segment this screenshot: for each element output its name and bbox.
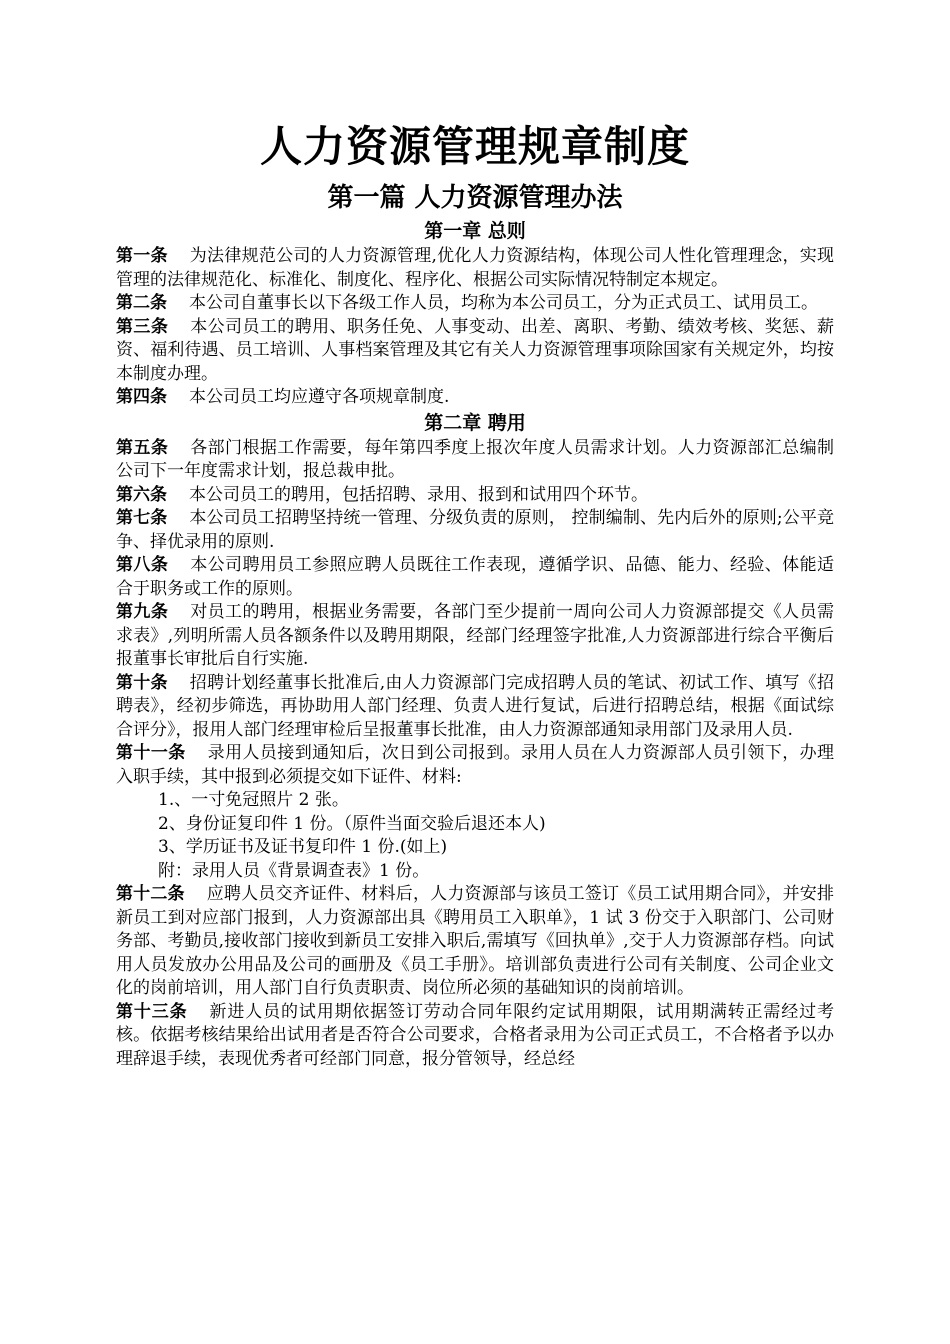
article-text: 新进人员的试用期依据签订劳动合同年限约定试用期限，试用期满转正需经过考核。依据考核结果给出试用者是否符合公司要求，合格者录用为公司正式员工，不合格者予以办理辞退手续，表现优秀者可经部门同意，报分管领导，经总经 (116, 1001, 835, 1069)
article-text: 本公司员工的聘用、职务任免、人事变动、出差、离职、考勤、绩效考核、奖惩、薪资、福利待遇、员工培训、人事档案管理及其它有关人力资源管理事项除国家有关规定外，均按本制度办理。 (116, 316, 835, 384)
article-label: 第三条 (116, 316, 169, 337)
article (116, 437, 834, 484)
part-title: 第一篇 人力资源管理办法 (327, 183, 623, 213)
article-label: 第五条 (116, 437, 169, 458)
article-text: 本公司员工的聘用，包括招聘、录用、报到和试用四个环节。 (189, 484, 648, 505)
article (116, 554, 834, 601)
article (116, 292, 834, 316)
article-text: 本公司聘用员工参照应聘人员既往工作表现，遵循学识、品德、能力、经验、体能适合于职务或工作的原则。 (116, 555, 835, 599)
article-text: 各部门根据工作需要，每年第四季度上报次年度人员需求计划。人力资源部汇总编制公司下一年度需求计划，报总裁申批。 (116, 437, 835, 481)
article-text: 对员工的聘用，根据业务需要，各部门至少提前一周向公司人力资源部提交《人员需求表》,列明所需人员各额条件以及聘用期限，经部门经理签字批准,人力资源部进行综合平衡后报董事长审批后自行实施. (116, 602, 835, 669)
list-item: 1.、一寸免冠照片 2 张。 (158, 790, 349, 810)
article-label: 第八条 (116, 555, 169, 575)
article-text: 录用人员接到通知后，次日到公司报到。录用人员在人力资源部人员引领下，办理入职手续，其中报到必须提交如下证件、材料: (116, 743, 835, 787)
article (116, 245, 834, 292)
article (116, 672, 834, 743)
article (116, 742, 834, 789)
article-label: 第七条 (116, 508, 168, 528)
article (116, 507, 834, 554)
article (116, 316, 834, 387)
list-item: 2、身份证复印件 1 份。（原件当面交验后退还本人) (158, 813, 546, 834)
article (116, 386, 834, 410)
article-text: 招聘计划经董事长批准后,由人力资源部门完成招聘人员的笔试、初试工作、填写《招聘表》，经初步筛选，再协助用人部门经理、负责人进行复试，后进行招聘总结，根据《面试综合评分》，报用人部门经理审检后呈报董事长批准，由人力资源部通知录用部门及录用人员. (116, 672, 834, 740)
list-item: 3、学历证书及证书复印件 1 份.(如上) (158, 837, 448, 857)
article (116, 1001, 834, 1072)
article-text: 本公司自董事长以下各级工作人员，均称为本公司员工，分为正式员工、试用员工。 (189, 293, 818, 313)
article-label: 第六条 (116, 484, 167, 505)
document-title: 人力资源管理规章制度 (259, 122, 690, 171)
article-label: 第十一条 (116, 743, 186, 763)
chapter-title: 第一章 总则 (424, 220, 526, 242)
article-label: 第九条 (116, 602, 169, 622)
article-label: 第二条 (116, 293, 167, 313)
article (116, 601, 834, 672)
list-item: 附：录用人员《背景调查表》1 份。 (158, 860, 430, 881)
article-label: 第四条 (116, 387, 167, 407)
article-text: 应聘人员交齐证件、材料后，人力资源部与该员工签订《员工试用期合同》，并安排新员工到对应部门报到，人力资源部出具《聘用员工入职单》，1 试 3 份交于入职部门、公司财务部、考勤员,接收部门接收到新员工安排入职后,需填写《回执单》,交于人力资源部存档。向试用人员发放办公用品及公司的画册及《员工手册》。培训部负责进行公司有关制度、公司企业文化的岗前培训，用人部门自行负责职责、岗位所必须的基础知识的岗前培训。 (116, 884, 834, 998)
document-page (116, 118, 834, 1071)
article (116, 484, 834, 508)
chapter-title: 第二章 聘用 (424, 411, 526, 434)
article-label: 第十二条 (116, 884, 185, 904)
article-text: 为法律规范公司的人力资源管理,优化人力资源结构，体现公司人性化管理理念，实现管理的法律规范化、标准化、制度化、程序化、根据公司实际情况特制定本规定。 (116, 246, 834, 290)
article-text: 本公司员工均应遵守各项规章制度. (189, 387, 450, 407)
article-text: 本公司员工招聘坚持统一管理、分级负责的原则， 控制编制、先内后外的原则;公平竞争、择优录用的原则. (116, 508, 834, 552)
article (116, 883, 834, 1001)
article-label: 第一条 (116, 246, 168, 266)
article-label: 第十条 (116, 672, 168, 693)
article-label: 第十三条 (116, 1001, 188, 1022)
